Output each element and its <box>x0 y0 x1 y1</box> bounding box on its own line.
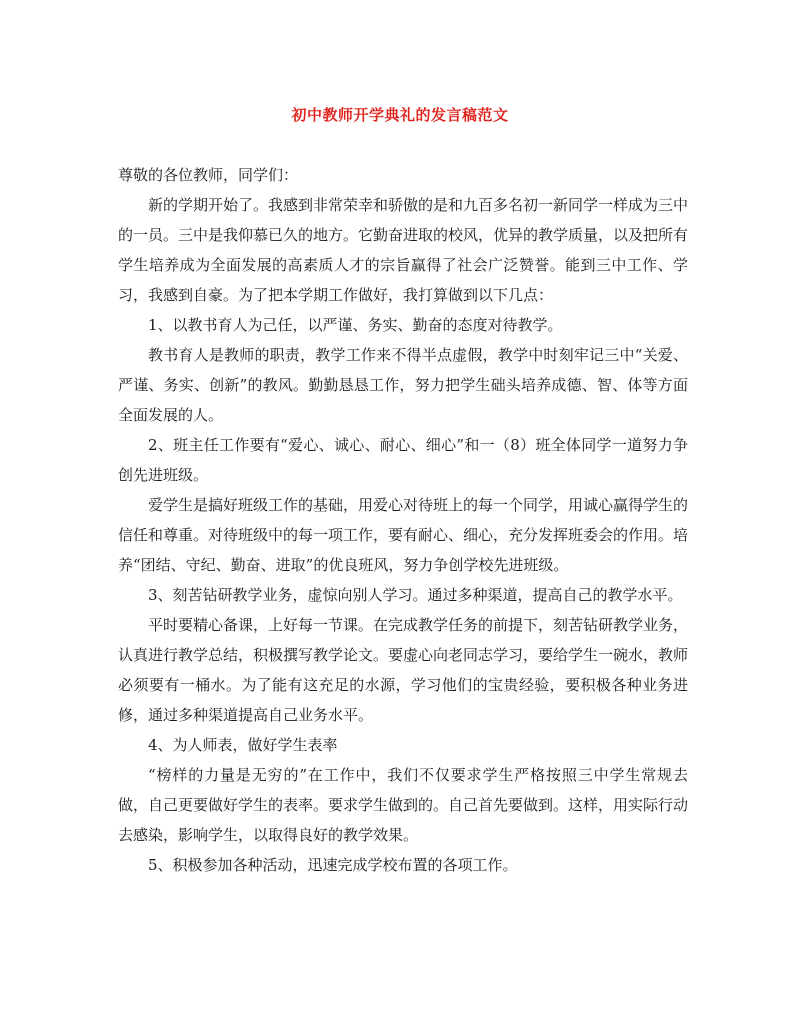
point-heading-4: 4、为人师表，做好学生表率 <box>148 736 338 754</box>
paragraph-intro: 新的学期开始了。我感到非常荣幸和骄傲的是和九百多名初一新同学一样成为三中的一员。三中是我仰慕已久的地方。它勤奋进取的校风，优异的教学质量，以及把所有学生培养成为全面发展的高素质人才的宗旨赢得了社会广泛赞誉。能到三中工作、学习，我感到自豪。为了把本学期工作做好，我打算做到以下几点： <box>118 196 689 304</box>
salutation: 尊敬的各位教师，同学们： <box>118 166 299 184</box>
paragraph-point-2: 爱学生是搞好班级工作的基础，用爱心对待班上的每一个同学，用诚心赢得学生的信任和尊重。对待班级中的每一项工作，要有耐心、细心，充分发挥班委会的作用。培养“团结、守纪、勤奋、进取”的优良班风，努力争创学校先进班级。 <box>118 496 689 574</box>
paragraph-point-3: 平时要精心备课，上好每一节课。在完成教学任务的前提下，刻苦钻研教学业务，认真进行教学总结，积极撰写教学论文。要虚心向老同志学习，要给学生一碗水，教师必须要有一桶水。为了能有这充足的水源，学习他们的宝贵经验，要积极各种业务进修，通过多种渠道提高自己业务水平。 <box>118 616 689 724</box>
paragraph-point-1: 教书育人是教师的职责，教学工作来不得半点虚假，教学中时刻牢记三中“关爱、严谨、务实、创新”的教风。勤勤恳恳工作，努力把学生础头培养成德、智、体等方面全面发展的人。 <box>118 346 688 424</box>
point-heading-2: 2、班主任工作要有“爱心、诚心、耐心、细心”和一（8）班全体同学一道努力争创先进班级。 <box>118 436 688 484</box>
paragraph-point-4: “榜样的力量是无穷的”在工作中，我们不仅要求学生严格按照三中学生常规去做，自己更要做好学生的表率。要求学生做到的。自己首先要做到。这样，用实际行动去感染，影响学生，以取得良好的教学效果。 <box>118 766 689 844</box>
document-title: 初中教师开学典礼的发言稿范文 <box>291 106 509 124</box>
point-heading-5: 5、积极参加各种活动，迅速完成学校布置的各项工作。 <box>148 856 518 874</box>
point-heading-1: 1、以教书育人为己任，以严谨、务实、勤奋的态度对待教学。 <box>148 316 563 334</box>
document-body <box>118 160 688 880</box>
point-heading-3: 3、刻苦钻研教学业务，虚惊向别人学习。通过多种渠道，提高自己的教学水平。 <box>148 586 683 604</box>
